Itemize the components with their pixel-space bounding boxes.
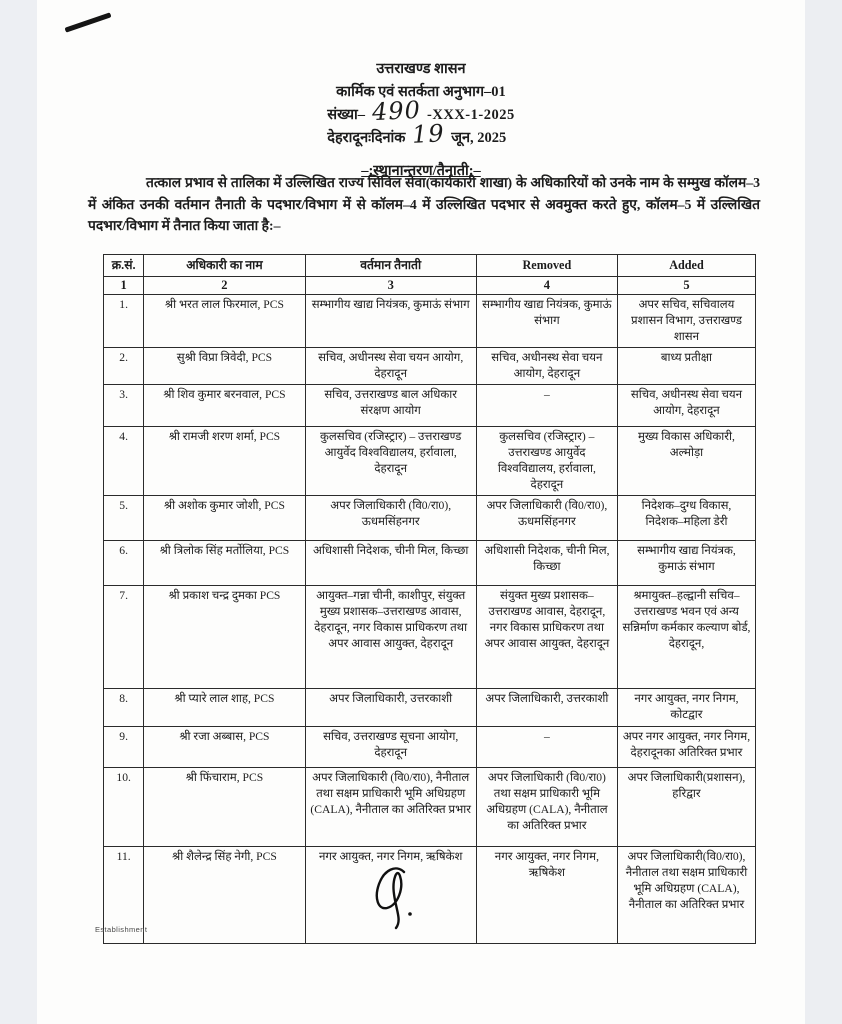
- cell-removed: सचिव, अधीनस्थ सेवा चयन आयोग, देहरादून: [476, 348, 617, 385]
- column-number-2: 2: [144, 276, 305, 294]
- header-officer-name: अधिकारी का नाम: [144, 255, 305, 277]
- header-removed: Removed: [476, 255, 617, 277]
- cell-removed: नगर आयुक्त, नगर निगम, ऋषिकेश: [476, 846, 617, 943]
- cell-serial: 2.: [104, 348, 144, 385]
- cell-serial: 6.: [104, 540, 144, 585]
- table-row: [104, 726, 756, 767]
- cell-serial: 1.: [104, 295, 144, 348]
- cell-removed: अधिशासी निदेशक, चीनी मिल, किच्छा: [476, 540, 617, 585]
- table-head: [104, 255, 756, 295]
- cell-removed: सम्भागीय खाद्य नियंत्रक, कुमाऊं संभाग: [476, 295, 617, 348]
- cell-officer-name: श्री प्यारे लाल शाह, PCS: [144, 688, 305, 726]
- cell-current-posting: अपर जिलाधिकारी, उत्तरकाशी: [305, 688, 476, 726]
- cell-added: अपर सचिव, सचिवालय प्रशासन विभाग, उत्तराखण्ड शासन: [617, 295, 755, 348]
- table-row: [104, 540, 756, 585]
- cell-officer-name: श्री भरत लाल फिरमाल, PCS: [144, 295, 305, 348]
- cell-current-posting: सचिव, उत्तराखण्ड बाल अधिकार संरक्षण आयोग: [305, 385, 476, 427]
- cell-added: अपर नगर आयुक्त, नगर निगम, देहरादूनका अतिरिक्त प्रभार: [617, 726, 755, 767]
- table-row: [104, 427, 756, 496]
- cell-added: सम्भागीय खाद्य नियंत्रक, कुमाऊं संभाग: [617, 540, 755, 585]
- column-number-4: 4: [476, 276, 617, 294]
- cell-current-posting: आयुक्त–गन्ना चीनी, काशीपुर, संयुक्त मुख्य प्रशासक–उत्तराखण्ड आवास, देहरादून, नगर विकास प्राधिकरण तथा अपर आवास आयुक्त, देहरादून: [305, 585, 476, 688]
- table-row: [104, 385, 756, 427]
- header-row: [104, 255, 756, 277]
- cell-added: अपर जिलाधिकारी(प्रशासन), हरिद्वार: [617, 767, 755, 846]
- cell-current-posting: कुलसचिव (रजिस्ट्रार) – उत्तराखण्ड आयुर्वेद विश्वविद्यालय, हर्रावाला, देहरादून: [305, 427, 476, 496]
- column-number-1: 1: [104, 276, 144, 294]
- cell-officer-name: श्री शिव कुमार बरनवाल, PCS: [144, 385, 305, 427]
- cell-serial: 3.: [104, 385, 144, 427]
- cell-current-posting: नगर आयुक्त, नगर निगम, ऋषिकेश: [305, 846, 476, 943]
- cell-removed: कुलसचिव (रजिस्ट्रार) – उत्तराखण्ड आयुर्वेद विश्वविद्यालय, हर्रावाला, देहरादून: [476, 427, 617, 496]
- date-suffix: जून, 2025: [451, 130, 507, 146]
- cell-removed: –: [476, 385, 617, 427]
- table-body: [104, 295, 756, 944]
- cell-officer-name: श्री रजा अब्बास, PCS: [144, 726, 305, 767]
- header-added: Added: [617, 255, 755, 277]
- cell-removed: संयुक्त मुख्य प्रशासक– उत्तराखण्ड आवास, देहरादून, नगर विकास प्राधिकरण तथा अपर आवास आयुक्त, देहरादून: [476, 585, 617, 688]
- table-row: [104, 767, 756, 846]
- subject-title: –:स्थानान्तरण/तैनाती:–: [361, 163, 481, 179]
- cell-officer-name: श्री रामजी शरण शर्मा, PCS: [144, 427, 305, 496]
- number-suffix: -XXX-1-2025: [427, 107, 515, 123]
- cell-officer-name: श्री त्रिलोक सिंह मर्तोलिया, PCS: [144, 540, 305, 585]
- cell-removed: अपर जिलाधिकारी (वि0/रा0), ऊधमसिंहनगर: [476, 495, 617, 540]
- cell-current-posting: सचिव, उत्तराखण्ड सूचना आयोग, देहरादून: [305, 726, 476, 767]
- cell-added: अपर जिलाधिकारी(वि0/रा0), नैनीताल तथा सक्षम प्राधिकारी भूमि अधिग्रहण (CALA), नैनीताल का अतिरिक्त प्रभार: [617, 846, 755, 943]
- table-row: [104, 295, 756, 348]
- number-prefix: संख्या–: [327, 107, 365, 123]
- cell-serial: 11.: [104, 846, 144, 943]
- cell-officer-name: श्री प्रकाश चन्द्र दुमका PCS: [144, 585, 305, 688]
- place-date-line: [327, 119, 514, 150]
- place-date-prefix: देहरादूनःदिनांक: [327, 130, 406, 146]
- cell-added: बाध्य प्रतीक्षा: [617, 348, 755, 385]
- transfer-table: [103, 254, 756, 944]
- cell-serial: 10.: [104, 767, 144, 846]
- column-number-3: 3: [305, 276, 476, 294]
- cell-officer-name: श्री अशोक कुमार जोशी, PCS: [144, 495, 305, 540]
- table-row: [104, 348, 756, 385]
- header-current-posting: वर्तमान तैनाती: [305, 255, 476, 277]
- signature-mark: [352, 858, 452, 936]
- cell-officer-name: सुश्री विप्रा त्रिवेदी, PCS: [144, 348, 305, 385]
- cell-serial: 8.: [104, 688, 144, 726]
- cell-current-posting: अपर जिलाधिकारी (वि0/रा0), ऊधमसिंहनगर: [305, 495, 476, 540]
- handwritten-date: 19: [411, 119, 446, 149]
- cell-current-posting: सचिव, अधीनस्थ सेवा चयन आयोग, देहरादून: [305, 348, 476, 385]
- table-row: [104, 495, 756, 540]
- cell-current-posting: अपर जिलाधिकारी (वि0/रा0), नैनीताल तथा सक्षम प्राधिकारी भूमि अधिग्रहण (CALA), नैनीताल का अतिरिक्त प्रभार: [305, 767, 476, 846]
- handwritten-order-number: 490: [370, 95, 422, 127]
- column-number-5: 5: [617, 276, 755, 294]
- header-serial: क्र.सं.: [104, 255, 144, 277]
- cell-removed: अपर जिलाधिकारी (वि0/रा0) तथा सक्षम प्राधिकारी भूमि अधिग्रहण (CALA), नैनीताल का अतिरिक्त प्रभार: [476, 767, 617, 846]
- cell-serial: 7.: [104, 585, 144, 688]
- cell-serial: 4.: [104, 427, 144, 496]
- cell-current-posting: अधिशासी निदेशक, चीनी मिल, किच्छा: [305, 540, 476, 585]
- cell-serial: 9.: [104, 726, 144, 767]
- cell-added: श्रमायुक्त–हल्द्वानी सचिव–उत्तराखण्ड भवन एवं अन्य सन्निर्माण कर्मकार कल्याण बोर्ड, देहरादून,: [617, 585, 755, 688]
- cell-added: नगर आयुक्त, नगर निगम, कोटद्वार: [617, 688, 755, 726]
- cell-added: मुख्य विकास अधिकारी, अल्मोड़ा: [617, 427, 755, 496]
- column-number-row: [104, 276, 756, 294]
- establishment-label: Establishment: [95, 925, 148, 934]
- cell-officer-name: श्री फिंचाराम, PCS: [144, 767, 305, 846]
- cell-current-posting: सम्भागीय खाद्य नियंत्रक, कुमाऊं संभाग: [305, 295, 476, 348]
- cell-officer-name: श्री शैलेन्द्र सिंह नेगी, PCS: [144, 846, 305, 943]
- order-paragraph: तत्काल प्रभाव से तालिका में उल्लिखित राज्य सिविल सेवा(कार्यकारी शाखा) के अधिकारियों को उनके नाम के सम्मुख कॉलम–3 में अंकित उनकी वर्तमान तैनाती के पदभार/विभाग में से कॉलम–4 में उल्लिखित पदभार से अवमुक्त करते हुए, कॉलम–5 में उल्लिखित पदभार/विभाग में तैनात किया जाता है:–: [88, 175, 760, 233]
- cell-serial: 5.: [104, 495, 144, 540]
- cell-removed: अपर जिलाधिकारी, उत्तरकाशी: [476, 688, 617, 726]
- letterhead: [0, 58, 842, 183]
- department-section-line: कार्मिक एवं सतर्कता अनुभाग–01: [336, 84, 506, 100]
- government-name: उत्तराखण्ड शासन: [376, 61, 466, 77]
- cell-added: सचिव, अधीनस्थ सेवा चयन आयोग, देहरादून: [617, 385, 755, 427]
- table-row: [104, 688, 756, 726]
- table-row: [104, 585, 756, 688]
- cell-added: निदेशक–दुग्ध विकास, निदेशक–महिला डेरी: [617, 495, 755, 540]
- cell-removed: –: [476, 726, 617, 767]
